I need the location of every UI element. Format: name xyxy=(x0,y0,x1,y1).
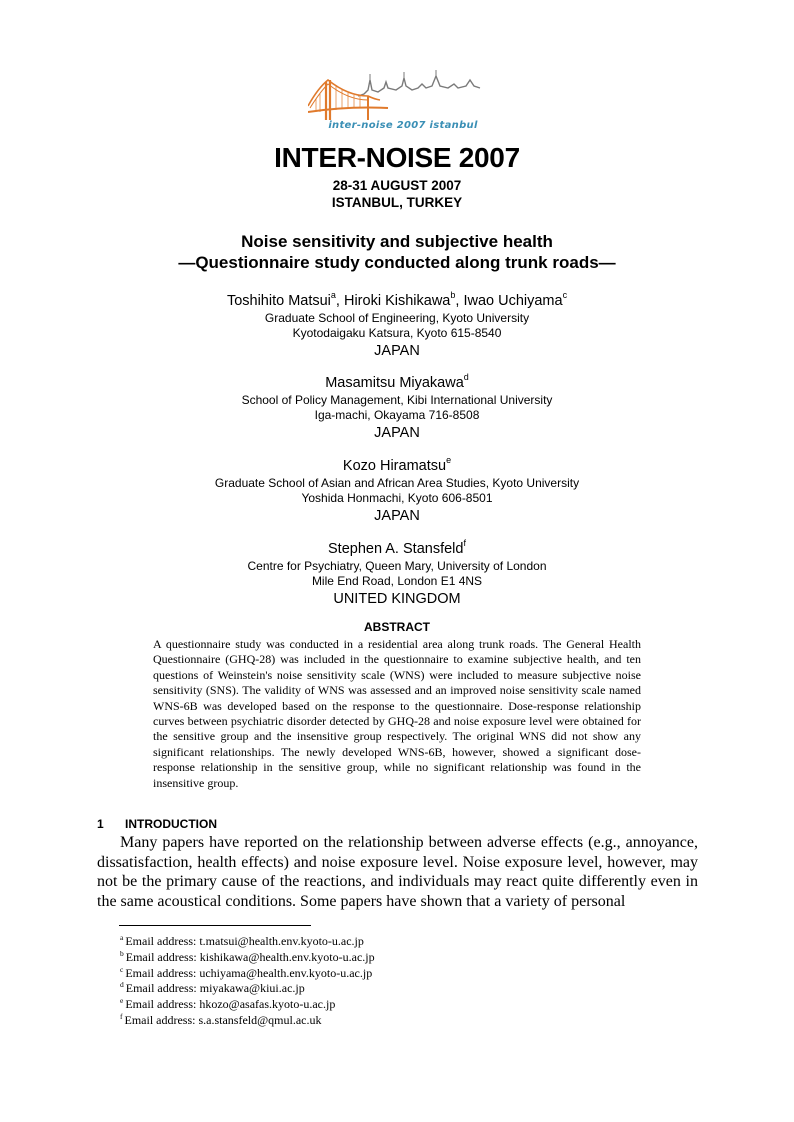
affiliation-country: UNITED KINGDOM xyxy=(333,591,461,607)
logo-caption: inter-noise 2007 istanbul xyxy=(328,120,478,131)
author-name: Toshihito Matsui xyxy=(226,293,331,309)
footnote xyxy=(120,981,620,997)
footnote-divider xyxy=(119,925,311,926)
author-mark: b xyxy=(450,290,456,300)
footnote-mark: e xyxy=(120,996,124,1006)
footnote xyxy=(120,1013,620,1029)
footnote-mark: f xyxy=(120,1011,123,1021)
conference-dates: 28-31 AUGUST 2007 xyxy=(332,178,462,193)
author-name: Iwao Uchiyama xyxy=(463,293,563,309)
affiliation-line: Graduate School of Asian and African Area Studies, Kyoto University xyxy=(214,476,580,490)
footnote xyxy=(120,934,620,950)
bridge-skyline-logo-icon xyxy=(308,66,498,122)
footnote-text: Email address: s.a.stansfeld@qmul.ac.uk xyxy=(124,1012,322,1027)
author-name: Kozo Hiramatsu xyxy=(342,458,447,474)
footnotes xyxy=(120,934,620,1029)
footnote-text: Email address: miyakawa@kiui.ac.jp xyxy=(125,981,305,996)
paper-title-line1: Noise sensitivity and subjective health xyxy=(241,232,553,251)
section-number: 1 xyxy=(97,817,104,831)
footnote xyxy=(120,997,620,1013)
footnote-mark: a xyxy=(120,933,124,942)
conference-title: INTER-NOISE 2007 xyxy=(274,142,520,173)
author-name: Hiroki Kishikawa xyxy=(343,293,451,309)
author-mark: e xyxy=(446,455,452,465)
affiliation-country: JAPAN xyxy=(374,343,420,359)
author-name: Masamitsu Miyakawa xyxy=(325,375,464,391)
footnote-mark: b xyxy=(120,948,124,958)
affiliation-country: JAPAN xyxy=(374,425,420,441)
author-line xyxy=(0,292,794,310)
affiliation-address: Iga-machi, Okayama 716-8508 xyxy=(314,408,480,422)
footnote-mark: d xyxy=(120,980,124,990)
section-body: Many papers have reported on the relationship between adverse effects (e.g., annoyance, dissatisfaction, health effects) and noise exposure level. Noise exposure level, however, may not be the primary cause of the reactions, and individuals may react quite differently even in the same acoustical conditions. Some papers have shown that a variety of personal xyxy=(97,834,698,910)
conference-location: ISTANBUL, TURKEY xyxy=(331,195,463,210)
footnote-text: Email address: uchiyama@health.env.kyoto-u.ac.jp xyxy=(125,965,373,980)
footnote-text: Email address: t.matsui@health.env.kyoto-u.ac.jp xyxy=(125,934,364,948)
affiliation-line: Graduate School of Engineering, Kyoto University xyxy=(264,311,530,325)
footnote-mark: c xyxy=(120,964,124,974)
author-line xyxy=(0,540,794,558)
affiliation-line: School of Policy Management, Kibi International University xyxy=(241,393,553,407)
affiliation-address: Kyotodaigaku Katsura, Kyoto 615-8540 xyxy=(292,326,502,340)
author-separator: , xyxy=(455,293,464,309)
author-name: Stephen A. Stansfeld xyxy=(328,541,464,557)
footnote xyxy=(120,950,620,966)
author-line xyxy=(0,374,794,392)
author-mark: c xyxy=(562,290,568,300)
affiliation-address: Mile End Road, London E1 4NS xyxy=(311,574,483,588)
abstract-heading: ABSTRACT xyxy=(364,620,430,634)
paper-title-line2: —Questionnaire study conducted along trunk roads— xyxy=(178,253,616,272)
affiliation-line: Centre for Psychiatry, Queen Mary, University of London xyxy=(247,559,547,573)
footnote-text: Email address: kishikawa@health.env.kyoto-u.ac.jp xyxy=(125,949,375,964)
author-line xyxy=(0,457,794,475)
conference-logo xyxy=(308,66,498,134)
abstract-body: A questionnaire study was conducted in a residential area along trunk roads. The General Health Questionnaire (GHQ-28) was included in the questionnaire to examine subjective health, and ten questions of Weinstein's noise sensitivity scale (WNS) were included to measure subjective noise sensitivity (SNS). The validity of WNS was assessed and an improved noise sensitivity scale named WNS-6B was developed based on the response to the questionnaire. Dose-response relationship curves between psychiatric disorder detected by GHQ-28 and noise exposure level were obtained for the sensitive group and the insensitive group respectively. The original WNS did not show any significant relationships. The newly developed WNS-6B, however, showed a significant dose-response relationship in the sensitive group, while no significant relationship was found in the insensitive group. xyxy=(153,637,641,790)
footnote xyxy=(120,966,620,982)
footnote-text: Email address: hkozo@asafas.kyoto-u.ac.jp xyxy=(125,997,336,1012)
author-mark: a xyxy=(330,290,336,300)
section-heading xyxy=(97,817,497,832)
author-separator: , xyxy=(335,293,344,309)
affiliation-address: Yoshida Honmachi, Kyoto 606-8501 xyxy=(301,491,493,505)
affiliation-country: JAPAN xyxy=(374,508,420,524)
section-title: INTRODUCTION xyxy=(125,817,217,831)
author-mark: d xyxy=(463,372,469,382)
author-mark: f xyxy=(463,538,466,548)
